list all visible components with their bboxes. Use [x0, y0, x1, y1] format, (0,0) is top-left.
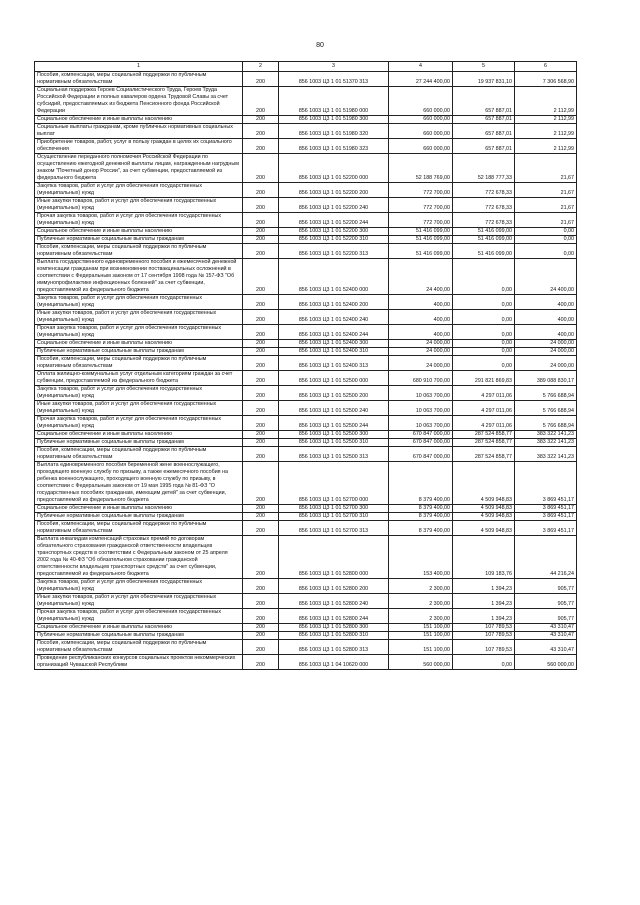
row-unexecuted-amount: 2 112,99: [515, 116, 577, 124]
row-classification-code: 856 1003 Ц3 1 01 52500 240: [279, 401, 389, 416]
table-row: [35, 348, 577, 356]
row-classification-code: 856 1003 Ц3 1 01 52200 000: [279, 154, 389, 183]
row-line-code: 200: [243, 236, 279, 244]
row-line-code: 200: [243, 139, 279, 154]
row-description: Социальное обеспечение и иные выплаты населению: [35, 340, 243, 348]
row-classification-code: 856 1003 Ц3 1 01 52400 300: [279, 340, 389, 348]
row-unexecuted-amount: 2 112,99: [515, 87, 577, 116]
row-executed-amount: 4 509 948,83: [453, 513, 515, 521]
table-row: [35, 244, 577, 259]
row-description: Выплата единовременного пособия беременной жене военнослужащего, проходящего военную службу по призыву, а также ежемесячного пособия на ребенка военнослужащего, проходящего военную службу по призыву, в соответствии с Федеральным законом от 19 мая 1995 года № 81-ФЗ "О государственных пособиях гражданам, имеющим детей" за счет субвенции, предоставляемой из федерального бюджета: [35, 462, 243, 505]
row-line-code: 200: [243, 371, 279, 386]
row-approved-amount: 2 300,00: [389, 609, 453, 624]
row-classification-code: 856 1003 Ц3 1 01 52800 300: [279, 624, 389, 632]
row-approved-amount: 51 416 099,00: [389, 228, 453, 236]
table-row: [35, 340, 577, 348]
row-line-code: 200: [243, 295, 279, 310]
row-approved-amount: 8 379 400,00: [389, 505, 453, 513]
row-description: Приобретение товаров, работ, услуг в пользу граждан в целях их социального обеспечения: [35, 139, 243, 154]
row-classification-code: 856 1003 Ц3 1 01 52500 300: [279, 431, 389, 439]
row-line-code: 200: [243, 521, 279, 536]
row-unexecuted-amount: 400,00: [515, 310, 577, 325]
row-line-code: 200: [243, 213, 279, 228]
row-description: Прочая закупка товаров, работ и услуг для обеспечения государственных (муниципальных) нужд: [35, 213, 243, 228]
row-unexecuted-amount: 2 112,99: [515, 139, 577, 154]
row-executed-amount: 0,00: [453, 356, 515, 371]
row-classification-code: 856 1003 Ц3 1 01 52400 240: [279, 310, 389, 325]
row-executed-amount: 107 789,53: [453, 640, 515, 655]
row-unexecuted-amount: 383 322 141,23: [515, 431, 577, 439]
table-row: [35, 213, 577, 228]
row-description: Закупка товаров, работ и услуг для обеспечения государственных (муниципальных) нужд: [35, 386, 243, 401]
row-classification-code: 856 1003 Ц3 1 01 52800 240: [279, 594, 389, 609]
table-row: [35, 386, 577, 401]
row-line-code: 200: [243, 325, 279, 340]
row-classification-code: 856 1003 Ц3 1 01 52500 200: [279, 386, 389, 401]
table-row: [35, 236, 577, 244]
row-approved-amount: 24 000,00: [389, 356, 453, 371]
row-unexecuted-amount: 3 869 451,17: [515, 462, 577, 505]
row-unexecuted-amount: 3 869 451,17: [515, 513, 577, 521]
row-classification-code: 856 1003 Ц3 1 01 52200 200: [279, 183, 389, 198]
table-row: [35, 124, 577, 139]
row-description: Пособия, компенсации, меры социальной поддержки по публичным нормативным обязательствам: [35, 447, 243, 462]
row-approved-amount: 151 100,00: [389, 640, 453, 655]
row-description: Иные закупки товаров, работ и услуг для обеспечения государственных (муниципальных) нужд: [35, 310, 243, 325]
row-approved-amount: 772 700,00: [389, 198, 453, 213]
row-description: Пособия, компенсации, меры социальной поддержки по публичным нормативным обязательствам: [35, 356, 243, 371]
row-executed-amount: 0,00: [453, 655, 515, 670]
row-approved-amount: 560 000,00: [389, 655, 453, 670]
row-unexecuted-amount: 560 000,00: [515, 655, 577, 670]
row-unexecuted-amount: 21,67: [515, 183, 577, 198]
row-unexecuted-amount: 0,00: [515, 236, 577, 244]
row-executed-amount: 287 524 858,77: [453, 439, 515, 447]
table-row: [35, 72, 577, 87]
row-description: Иные закупки товаров, работ и услуг для обеспечения государственных (муниципальных) нужд: [35, 401, 243, 416]
table-row: [35, 640, 577, 655]
row-classification-code: 856 1003 Ц3 1 01 52400 244: [279, 325, 389, 340]
row-executed-amount: 657 887,01: [453, 87, 515, 116]
table-row: [35, 447, 577, 462]
row-classification-code: 856 1003 Ц3 1 01 51980 323: [279, 139, 389, 154]
row-executed-amount: 772 678,33: [453, 198, 515, 213]
row-approved-amount: 24 000,00: [389, 340, 453, 348]
row-description: Проведение республиканских конкурсов социальных проектов некоммерческих организаций Чувашской Республики: [35, 655, 243, 670]
row-line-code: 200: [243, 72, 279, 87]
row-unexecuted-amount: 400,00: [515, 325, 577, 340]
row-description: Закупка товаров, работ и услуг для обеспечения государственных (муниципальных) нужд: [35, 579, 243, 594]
row-description: Социальное обеспечение и иные выплаты населению: [35, 228, 243, 236]
row-unexecuted-amount: 24 000,00: [515, 340, 577, 348]
row-classification-code: 856 1003 Ц3 1 01 51370 313: [279, 72, 389, 87]
row-executed-amount: 287 524 858,77: [453, 447, 515, 462]
table-row: [35, 632, 577, 640]
row-executed-amount: 1 394,23: [453, 579, 515, 594]
row-unexecuted-amount: 389 088 830,17: [515, 371, 577, 386]
row-unexecuted-amount: 24 000,00: [515, 348, 577, 356]
row-line-code: 200: [243, 124, 279, 139]
row-classification-code: 856 1003 Ц3 1 01 52500 310: [279, 439, 389, 447]
table-row: [35, 116, 577, 124]
row-unexecuted-amount: 24 400,00: [515, 259, 577, 295]
table-row: [35, 521, 577, 536]
row-approved-amount: 670 847 000,00: [389, 447, 453, 462]
row-classification-code: 856 1003 Ц3 1 01 52500 000: [279, 371, 389, 386]
row-classification-code: 856 1003 Ц3 1 01 51980 320: [279, 124, 389, 139]
row-description: Осуществление переданного полномочия Российской Федерации по осуществлению ежегодной денежной выплаты лицам, награжденным нагрудным знаком "Почетный донор России", за счет субвенции, предоставляемой из федерального бюджета: [35, 154, 243, 183]
row-classification-code: 856 1003 Ц3 1 01 52800 000: [279, 536, 389, 579]
row-approved-amount: 10 063 700,00: [389, 386, 453, 401]
row-unexecuted-amount: 21,67: [515, 198, 577, 213]
row-line-code: 200: [243, 640, 279, 655]
row-description: Социальное обеспечение и иные выплаты населению: [35, 431, 243, 439]
row-executed-amount: 19 937 831,10: [453, 72, 515, 87]
column-header: 1: [35, 62, 243, 72]
row-description: Прочая закупка товаров, работ и услуг для обеспечения государственных (муниципальных) нужд: [35, 609, 243, 624]
row-classification-code: 856 1003 Ц3 1 01 52200 244: [279, 213, 389, 228]
row-description: Пособия, компенсации, меры социальной поддержки по публичным нормативным обязательствам: [35, 72, 243, 87]
table-row: [35, 310, 577, 325]
row-executed-amount: 287 524 858,77: [453, 431, 515, 439]
row-classification-code: 856 1003 Ц3 1 01 52500 313: [279, 447, 389, 462]
row-unexecuted-amount: 21,67: [515, 213, 577, 228]
table-row: [35, 594, 577, 609]
row-line-code: 200: [243, 431, 279, 439]
row-approved-amount: 27 244 400,00: [389, 72, 453, 87]
row-classification-code: 856 1003 Ц3 1 01 52400 310: [279, 348, 389, 356]
table-row: [35, 416, 577, 431]
row-approved-amount: 51 416 099,00: [389, 236, 453, 244]
row-line-code: 200: [243, 310, 279, 325]
row-description: Закупка товаров, работ и услуг для обеспечения государственных (муниципальных) нужд: [35, 183, 243, 198]
row-classification-code: 856 1003 Ц3 1 01 52200 240: [279, 198, 389, 213]
row-unexecuted-amount: 0,00: [515, 244, 577, 259]
row-approved-amount: 10 063 700,00: [389, 416, 453, 431]
row-executed-amount: 109 183,76: [453, 536, 515, 579]
row-description: Пособия, компенсации, меры социальной поддержки по публичным нормативным обязательствам: [35, 521, 243, 536]
row-line-code: 200: [243, 198, 279, 213]
row-executed-amount: 4 509 948,83: [453, 521, 515, 536]
row-executed-amount: 0,00: [453, 325, 515, 340]
row-description: Оплата жилищно-коммунальных услуг отдельным категориям граждан за счет субвенции, предоставляемой из федерального бюджета: [35, 371, 243, 386]
row-approved-amount: 8 379 400,00: [389, 513, 453, 521]
row-unexecuted-amount: 43 310,47: [515, 632, 577, 640]
column-header: 3: [279, 62, 389, 72]
row-approved-amount: 660 000,00: [389, 87, 453, 116]
column-header: 6: [515, 62, 577, 72]
row-line-code: 200: [243, 356, 279, 371]
row-line-code: 200: [243, 259, 279, 295]
table-row: [35, 371, 577, 386]
row-description: Социальное обеспечение и иные выплаты населению: [35, 116, 243, 124]
row-line-code: 200: [243, 244, 279, 259]
row-description: Социальное обеспечение и иные выплаты населению: [35, 505, 243, 513]
row-classification-code: 856 1003 Ц3 1 01 52800 313: [279, 640, 389, 655]
row-description: Публичные нормативные социальные выплаты гражданам: [35, 632, 243, 640]
row-executed-amount: 107 789,53: [453, 624, 515, 632]
row-executed-amount: 51 416 099,00: [453, 228, 515, 236]
row-classification-code: 856 1003 Ц3 1 01 52400 313: [279, 356, 389, 371]
row-approved-amount: 151 100,00: [389, 624, 453, 632]
table-header-row: [35, 62, 577, 72]
row-line-code: 200: [243, 348, 279, 356]
row-unexecuted-amount: 383 322 141,23: [515, 439, 577, 447]
row-classification-code: 856 1003 Ц3 1 01 52700 300: [279, 505, 389, 513]
row-executed-amount: 4 297 011,06: [453, 416, 515, 431]
row-executed-amount: 657 887,01: [453, 124, 515, 139]
table-row: [35, 87, 577, 116]
table-row: [35, 183, 577, 198]
row-line-code: 200: [243, 513, 279, 521]
table-row: [35, 624, 577, 632]
row-line-code: 200: [243, 594, 279, 609]
row-description: Социальные выплаты гражданам, кроме публичных нормативных социальных выплат: [35, 124, 243, 139]
row-approved-amount: 10 063 700,00: [389, 401, 453, 416]
row-line-code: 200: [243, 447, 279, 462]
table-row: [35, 325, 577, 340]
row-description: Публичные нормативные социальные выплаты гражданам: [35, 236, 243, 244]
row-executed-amount: 51 416 099,00: [453, 236, 515, 244]
row-classification-code: 856 1003 Ц3 1 01 52400 200: [279, 295, 389, 310]
row-unexecuted-amount: 383 322 141,23: [515, 447, 577, 462]
row-executed-amount: 0,00: [453, 348, 515, 356]
row-executed-amount: 0,00: [453, 340, 515, 348]
row-unexecuted-amount: 5 766 688,94: [515, 386, 577, 401]
column-header: 5: [453, 62, 515, 72]
row-classification-code: 856 1003 Ц3 1 01 52200 300: [279, 228, 389, 236]
row-line-code: 200: [243, 579, 279, 594]
row-line-code: 200: [243, 439, 279, 447]
row-approved-amount: 670 847 000,00: [389, 439, 453, 447]
row-unexecuted-amount: 24 000,00: [515, 356, 577, 371]
row-description: Иные закупки товаров, работ и услуг для обеспечения государственных (муниципальных) нужд: [35, 198, 243, 213]
row-line-code: 200: [243, 462, 279, 505]
row-classification-code: 856 1003 Ц3 1 01 51980 000: [279, 87, 389, 116]
row-executed-amount: 4 509 948,83: [453, 462, 515, 505]
row-unexecuted-amount: 0,00: [515, 228, 577, 236]
row-unexecuted-amount: 5 766 688,94: [515, 401, 577, 416]
row-approved-amount: 772 700,00: [389, 213, 453, 228]
row-description: Публичные нормативные социальные выплаты гражданам: [35, 348, 243, 356]
row-approved-amount: 400,00: [389, 310, 453, 325]
row-approved-amount: 24 400,00: [389, 259, 453, 295]
row-unexecuted-amount: 905,77: [515, 579, 577, 594]
row-description: Прочая закупка товаров, работ и услуг для обеспечения государственных (муниципальных) нужд: [35, 416, 243, 431]
table-row: [35, 139, 577, 154]
row-description: Пособия, компенсации, меры социальной поддержки по публичным нормативным обязательствам: [35, 244, 243, 259]
table-row: [35, 513, 577, 521]
table-row: [35, 154, 577, 183]
row-description: Выплата государственного единовременного пособия и ежемесячной денежной компенсации гражданам при возникновении поствакцинальных осложнений в соответствии с Федеральным законом от 17 сентября 1998 года № 157-ФЗ "Об иммунопрофилактике инфекционных болезней" за счет субвенции, предоставляемой из федерального бюджета: [35, 259, 243, 295]
row-description: Публичные нормативные социальные выплаты гражданам: [35, 439, 243, 447]
row-approved-amount: 8 379 400,00: [389, 521, 453, 536]
row-line-code: 200: [243, 624, 279, 632]
row-line-code: 200: [243, 386, 279, 401]
table-row: [35, 198, 577, 213]
row-line-code: 200: [243, 505, 279, 513]
row-description: Публичные нормативные социальные выплаты гражданам: [35, 513, 243, 521]
row-executed-amount: 1 394,23: [453, 609, 515, 624]
row-classification-code: 856 1003 Ц3 1 01 52200 310: [279, 236, 389, 244]
column-header: 4: [389, 62, 453, 72]
table-row: [35, 401, 577, 416]
row-approved-amount: 660 000,00: [389, 124, 453, 139]
table-row: [35, 505, 577, 513]
row-executed-amount: 772 678,33: [453, 213, 515, 228]
column-header: 2: [243, 62, 279, 72]
row-executed-amount: 52 188 777,33: [453, 154, 515, 183]
row-approved-amount: 51 416 099,00: [389, 244, 453, 259]
row-line-code: 200: [243, 183, 279, 198]
row-unexecuted-amount: 21,67: [515, 154, 577, 183]
row-executed-amount: 4 297 011,06: [453, 401, 515, 416]
table-row: [35, 431, 577, 439]
row-line-code: 200: [243, 116, 279, 124]
row-approved-amount: 2 300,00: [389, 594, 453, 609]
table-row: [35, 536, 577, 579]
row-classification-code: 856 1003 Ц3 1 01 52700 000: [279, 462, 389, 505]
row-approved-amount: 52 188 769,00: [389, 154, 453, 183]
row-approved-amount: 680 910 700,00: [389, 371, 453, 386]
row-executed-amount: 657 887,01: [453, 139, 515, 154]
row-executed-amount: 0,00: [453, 295, 515, 310]
row-description: Выплата инвалидам компенсаций страховых премий по договорам обязательного страхования гражданской ответственности владельцев транспортных средств в соответствии с Федеральным законом от 25 апреля 2002 года № 40-ФЗ "Об обязательном страховании гражданской ответственности владельцев транспортных средств" за счет субвенции, предоставляемой из федерального бюджета: [35, 536, 243, 579]
row-classification-code: 856 1003 Ц3 1 01 52200 313: [279, 244, 389, 259]
row-classification-code: 856 1003 Ц3 1 01 51980 300: [279, 116, 389, 124]
table-row: [35, 295, 577, 310]
row-classification-code: 856 1003 Ц3 1 01 52700 310: [279, 513, 389, 521]
table-row: [35, 579, 577, 594]
table-row: [35, 228, 577, 236]
row-executed-amount: 4 509 948,83: [453, 505, 515, 513]
row-unexecuted-amount: 400,00: [515, 295, 577, 310]
row-unexecuted-amount: 905,77: [515, 594, 577, 609]
row-unexecuted-amount: 43 310,47: [515, 640, 577, 655]
row-approved-amount: 8 379 400,00: [389, 462, 453, 505]
row-approved-amount: 400,00: [389, 325, 453, 340]
table-body: [35, 72, 577, 670]
row-executed-amount: 51 416 099,00: [453, 244, 515, 259]
row-description: Иные закупки товаров, работ и услуг для обеспечения государственных (муниципальных) нужд: [35, 594, 243, 609]
row-executed-amount: 657 887,01: [453, 116, 515, 124]
row-unexecuted-amount: 905,77: [515, 609, 577, 624]
budget-table: [34, 61, 577, 670]
row-unexecuted-amount: 43 310,47: [515, 624, 577, 632]
row-approved-amount: 660 000,00: [389, 116, 453, 124]
row-unexecuted-amount: 2 112,99: [515, 124, 577, 139]
row-approved-amount: 400,00: [389, 295, 453, 310]
row-line-code: 200: [243, 340, 279, 348]
row-executed-amount: 4 297 011,06: [453, 386, 515, 401]
row-approved-amount: 24 000,00: [389, 348, 453, 356]
row-line-code: 200: [243, 609, 279, 624]
row-executed-amount: 291 821 869,83: [453, 371, 515, 386]
row-approved-amount: 2 300,00: [389, 579, 453, 594]
row-classification-code: 856 1003 Ц3 1 01 52700 313: [279, 521, 389, 536]
row-description: Социальная поддержка Героев Социалистического Труда, Героев Труда Российской Федерации и полных кавалеров ордена Трудовой Славы за счет субсидий, предоставляемых из бюджета Пенсионного фонда Российской Федерации: [35, 87, 243, 116]
row-description: Социальное обеспечение и иные выплаты населению: [35, 624, 243, 632]
row-approved-amount: 153 400,00: [389, 536, 453, 579]
row-classification-code: 856 1003 Ц3 1 04 10620 000: [279, 655, 389, 670]
row-line-code: 200: [243, 228, 279, 236]
row-unexecuted-amount: 3 869 451,17: [515, 505, 577, 513]
table-row: [35, 356, 577, 371]
row-unexecuted-amount: 7 306 568,90: [515, 72, 577, 87]
table-row: [35, 609, 577, 624]
row-unexecuted-amount: 5 766 688,94: [515, 416, 577, 431]
row-description: Пособия, компенсации, меры социальной поддержки по публичным нормативным обязательствам: [35, 640, 243, 655]
row-line-code: 200: [243, 632, 279, 640]
row-approved-amount: 151 100,00: [389, 632, 453, 640]
row-approved-amount: 660 000,00: [389, 139, 453, 154]
row-executed-amount: 107 789,53: [453, 632, 515, 640]
row-description: Прочая закупка товаров, работ и услуг для обеспечения государственных (муниципальных) нужд: [35, 325, 243, 340]
page-number: 80: [316, 42, 324, 49]
row-classification-code: 856 1003 Ц3 1 01 52500 244: [279, 416, 389, 431]
row-line-code: 200: [243, 401, 279, 416]
row-executed-amount: 772 678,33: [453, 183, 515, 198]
row-classification-code: 856 1003 Ц3 1 01 52800 244: [279, 609, 389, 624]
row-line-code: 200: [243, 87, 279, 116]
table-row: [35, 655, 577, 670]
row-executed-amount: 1 394,23: [453, 594, 515, 609]
row-classification-code: 856 1003 Ц3 1 01 52800 310: [279, 632, 389, 640]
row-unexecuted-amount: 44 216,24: [515, 536, 577, 579]
row-line-code: 200: [243, 416, 279, 431]
table-row: [35, 462, 577, 505]
row-line-code: 200: [243, 536, 279, 579]
row-executed-amount: 0,00: [453, 259, 515, 295]
row-classification-code: 856 1003 Ц3 1 01 52800 200: [279, 579, 389, 594]
row-description: Закупка товаров, работ и услуг для обеспечения государственных (муниципальных) нужд: [35, 295, 243, 310]
table-row: [35, 439, 577, 447]
row-approved-amount: 670 847 000,00: [389, 431, 453, 439]
row-executed-amount: 0,00: [453, 310, 515, 325]
row-line-code: 200: [243, 655, 279, 670]
table-row: [35, 259, 577, 295]
row-line-code: 200: [243, 154, 279, 183]
row-approved-amount: 772 700,00: [389, 183, 453, 198]
row-classification-code: 856 1003 Ц3 1 01 52400 000: [279, 259, 389, 295]
row-unexecuted-amount: 3 869 451,17: [515, 521, 577, 536]
